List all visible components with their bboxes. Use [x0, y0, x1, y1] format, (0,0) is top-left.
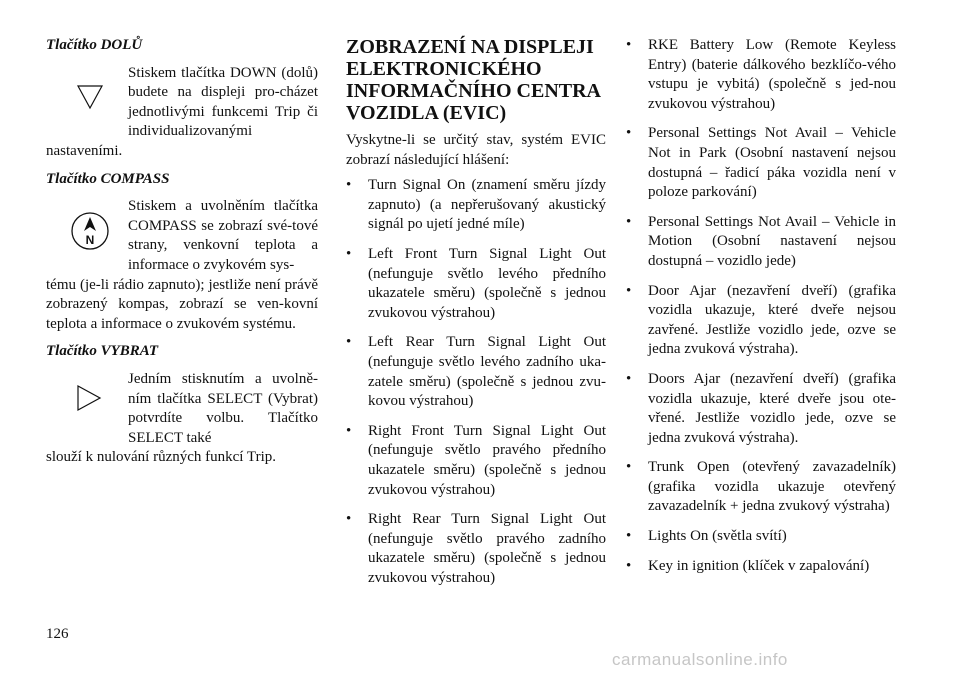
- bullet-icon: •: [346, 422, 352, 439]
- bullet-icon: •: [626, 557, 632, 574]
- right-column: [626, 36, 896, 586]
- list-item: [626, 370, 896, 448]
- compass-button-heading: Tlačítko COMPASS: [46, 170, 170, 187]
- bullet-icon: •: [626, 37, 632, 53]
- bullet-icon: •: [346, 334, 352, 351]
- evic-section-heading: ZOBRAZENÍ NA DISPLEJI ELEKTRONICKÉHO INFORMAČNÍHO CENTRA VOZIDLA (EVIC): [346, 36, 600, 124]
- compass-icon-letter: N: [85, 233, 95, 248]
- list-item-text: Door Ajar (nezavření dveří) (grafika vozidla ukazuje, které dveře nejsou zavřené. Jestliže vozidlo jede, ozve se jedna zvuková výstraha).: [648, 282, 896, 358]
- evic-message-list-continued: [626, 36, 896, 576]
- list-item: [346, 245, 606, 323]
- evic-intro: Vyskytne-li se určitý stav, systém EVIC zobrazí následující hlášení:: [346, 132, 606, 168]
- list-item: [626, 458, 896, 517]
- right-triangle-icon: [70, 378, 110, 418]
- list-item-text: Key in ignition (klíček v zapalování): [648, 557, 870, 574]
- select-button-section: [46, 342, 318, 468]
- list-item: [626, 36, 896, 114]
- compass-icon: [70, 211, 110, 251]
- list-item: [346, 422, 606, 500]
- list-item-text: RKE Battery Low (Remote Keyless Entry) (baterie dálkového bezklíčo-vého vstupu je vybitá) (společně s jed-nou zvukovou výstrahou): [648, 37, 896, 112]
- middle-column: [346, 36, 606, 598]
- list-item: [626, 282, 896, 360]
- bullet-icon: •: [626, 459, 632, 476]
- bullet-icon: •: [626, 282, 632, 299]
- down-button-text-cont: nastaveními.: [46, 142, 123, 159]
- watermark: carmanualsonline.info: [612, 650, 788, 669]
- select-button-block: [46, 370, 318, 448]
- list-item: [346, 176, 606, 235]
- compass-button-block: [46, 197, 318, 275]
- bullet-icon: •: [626, 213, 632, 230]
- list-item: [626, 124, 896, 202]
- compass-button-text-cont: tému (je-li rádio zapnuto); jestliže není právě zobrazený kompas, zobrazí se ven-kovní teplota a informace o zvukovém systému.: [46, 276, 318, 332]
- select-button-text-cont: slouží k nulování různých funkcí Trip.: [46, 449, 276, 466]
- list-item-text: Right Rear Turn Signal Light Out (nefunguje světlo pravého zadního ukazatele směru) (společně s jednou zvukovou výstrahou): [368, 511, 606, 586]
- list-item: [626, 527, 896, 547]
- list-item-text: Personal Settings Not Avail – Vehicle in Motion (Osobní nastavení nejsou dostupná – vozidlo jede): [648, 213, 896, 269]
- list-item: [626, 213, 896, 272]
- list-item-text: Doors Ajar (nezavření dveří) (grafika vozidla ukazuje, které dveře jsou ote-vřené. Jestliže vozidlo jede, ozve se jedna zvuková výstraha).: [648, 370, 896, 446]
- list-item-text: Right Front Turn Signal Light Out (nefunguje světlo pravého předního ukazatele směru) (společně s jednou zvukovou výstrahou): [368, 422, 606, 498]
- down-button-heading: Tlačítko DOLŮ: [46, 37, 143, 53]
- page-number: 126: [46, 626, 69, 642]
- down-triangle-icon: [70, 78, 110, 118]
- compass-button-section: [46, 170, 318, 335]
- list-item: [346, 333, 606, 411]
- list-item-text: Left Rear Turn Signal Light Out (nefunguje světlo levého zadního uka-zatele směru) (společně s jednou zvu-kovou výstrahou): [368, 334, 606, 410]
- down-button-section: [46, 36, 318, 162]
- bullet-icon: •: [346, 177, 352, 194]
- evic-message-list: [346, 176, 606, 588]
- list-item: [346, 510, 606, 588]
- list-item: [626, 557, 896, 577]
- bullet-icon: •: [346, 511, 352, 528]
- bullet-icon: •: [626, 370, 632, 387]
- select-button-heading: Tlačítko VYBRAT: [46, 343, 159, 360]
- compass-button-text: Stiskem a uvolněním tlačítka COMPASS se zobrazí své-tové strany, venkovní teplota a informace o zvykovém sys-: [128, 198, 318, 273]
- list-item-text: Personal Settings Not Avail – Vehicle Not in Park (Osobní nastavení nejsou dostupná – řadicí páka vozidla není v poloze parkování): [648, 125, 896, 201]
- down-button-block: [46, 64, 318, 142]
- select-button-text: Jedním stisknutím a uvolně-ním tlačítka SELECT (Vybrat) potvrdíte volbu. Tlačítko SELECT také: [128, 370, 318, 446]
- list-item-text: Turn Signal On (znamení směru jízdy zapnuto) (a nepřerušovaný akustický signál po ujetí jedné míle): [368, 177, 606, 233]
- left-column: [46, 36, 318, 468]
- bullet-icon: •: [626, 528, 632, 545]
- list-item-text: Left Front Turn Signal Light Out (nefunguje světlo levého předního ukazatele směru) (společně s jednou zvukovou výstrahou): [368, 245, 606, 321]
- bullet-icon: •: [626, 125, 632, 142]
- list-item-text: Trunk Open (otevřený zavazadelník) (grafika vozidla ukazuje otevřený zavazadelník + jedna zvukový výstraha): [648, 459, 896, 515]
- bullet-icon: •: [346, 245, 352, 262]
- down-button-text: Stiskem tlačítka DOWN (dolů) budete na displeji pro-cházet jednotlivými funkcemi Trip či individualizovanými: [128, 64, 318, 140]
- list-item-text: Lights On (světla svítí): [648, 528, 787, 545]
